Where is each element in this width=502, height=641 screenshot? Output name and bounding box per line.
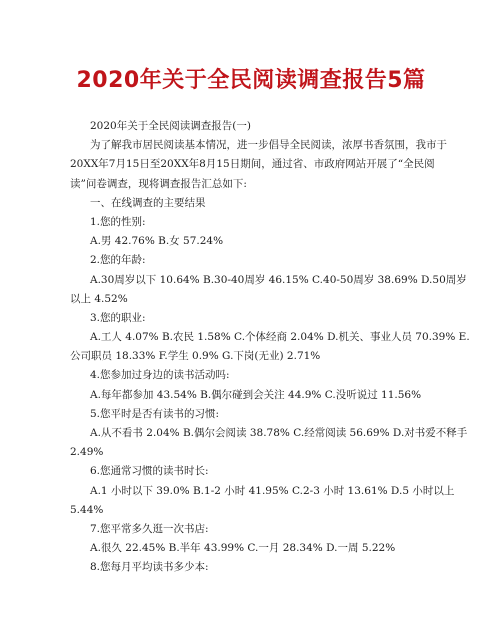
text-line: 2.您的年龄: (90, 254, 146, 267)
text-line: 8.您每月平均读书多少本: (90, 561, 209, 574)
text-line: 4.您参加过身边的读书活动吗: (90, 369, 230, 382)
text-line: A.1 小时以下 39.0% B.1-2 小时 41.95% C.2-3 小时 13.61% D.5 小时以上 (90, 484, 455, 497)
text-line: 2020年关于全民阅读调查报告(一) (90, 120, 251, 132)
text-line: 5.44% (70, 503, 104, 516)
text-line: A.很久 22.45% B.半年 43.99% C.一月 28.34% D.一周 5.22% (90, 542, 396, 555)
text-line: 1.您的性别: (90, 215, 146, 228)
text-line: 以上 4.52% (70, 292, 128, 305)
text-line: A.每年都参加 43.54% B.偶尔碰到会关注 44.9% C.没听说过 11.56% (90, 388, 422, 401)
text-line: 读”问卷调查，现将调查报告汇总如下: (70, 177, 247, 190)
text-line: 一、在线调查的主要结果 (90, 196, 206, 209)
text-line: 2.49% (70, 446, 104, 459)
text-line: A.30周岁以下 10.64% B.30-40周岁 46.15% C.40-50周岁 38.69% D.50周岁 (90, 273, 467, 286)
text-line: 20XX年7月15日至20XX年8月15日期间，通过省、市政府网站开展了“全民阅 (70, 158, 435, 171)
text-line: 公司职员 18.33% F.学生 0.9% G.下岗(无业) 2.71% (70, 350, 321, 363)
text-line: A.工人 4.07% B.农民 1.58% C.个体经商 2.04% D.机关、事业人员 70.39% E. (90, 331, 470, 344)
text-line: 6.您通常习惯的读书时长: (90, 465, 209, 478)
text-line: A.男 42.76% B.女 57.24% (90, 235, 224, 248)
text-line: 3.您的职业: (90, 311, 146, 324)
document-body (70, 117, 470, 578)
text-line: A.从不看书 2.04% B.偶尔会阅读 38.78% C.经常阅读 56.69% D.对书爱不释手 (90, 427, 468, 439)
text-line: 5.您平时是否有读书的习惯: (90, 407, 220, 420)
document-title: 2020年关于全民阅读调查报告5篇 (76, 68, 426, 93)
text-line: 为了解我市居民阅读基本情况，进一步倡导全民阅读，浓厚书香氛围，我市于 (90, 139, 447, 152)
text-line: 7.您平常多久逛一次书店: (90, 522, 209, 535)
